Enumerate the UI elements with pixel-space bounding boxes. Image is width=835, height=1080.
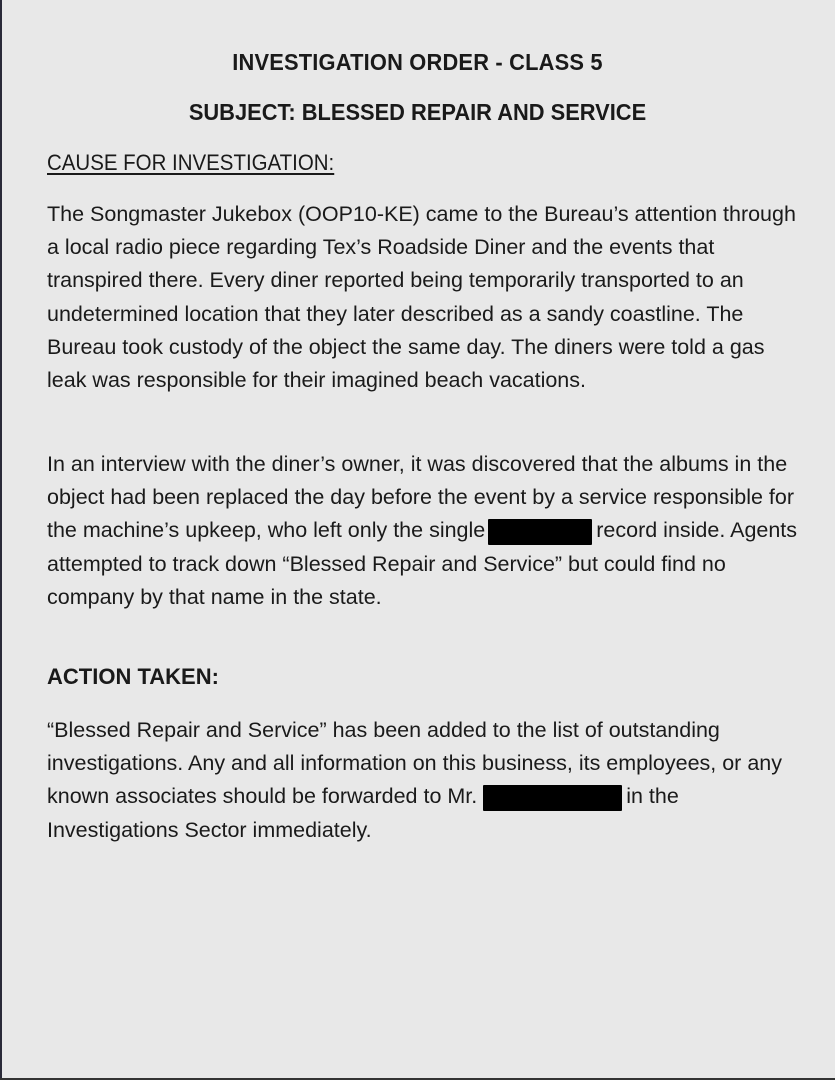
window-left-border — [0, 0, 2, 1080]
paragraph-action — [47, 714, 807, 847]
paragraph-cause: The Songmaster Jukebox (OOP10-KE) came to the Bureau’s attention through a local radio piece regarding Tex’s Roadside Diner and the events that transpired there. Every diner reported being temporarily transported to an undetermined location that they later described as a sandy coastline. The Bureau took custody of the object the same day. The diners were told a gas leak was responsible for their imagined beach vacations. — [47, 202, 796, 393]
action-heading: ACTION TAKEN: — [47, 664, 219, 689]
cause-heading: CAUSE FOR INVESTIGATION: — [47, 150, 335, 175]
paragraph-interview-text-before: In an interview with the diner’s owner, it was discovered that the albums in the object had been replaced the day before the event by a service responsible for the machine’s upkeep, who left only the single — [47, 452, 795, 543]
paragraph-interview-text-after: record inside. Agents attempted to track down “Blessed Repair and Service” but could find no company by that name in the state. — [47, 518, 798, 609]
redacted-record-name — [488, 519, 592, 545]
paragraph-action-text-after: in the Investigations Sector immediately. — [47, 784, 679, 842]
paragraph-action-text-before: “Blessed Repair and Service” has been added to the list of outstanding investigations. Any and all information on this business, its employees, or any known associates should be forwarded to Mr. — [47, 718, 782, 809]
document-title: INVESTIGATION ORDER - CLASS 5 — [232, 49, 603, 75]
paragraph-interview — [47, 448, 807, 614]
document-subject: SUBJECT: BLESSED REPAIR AND SERVICE — [188, 99, 647, 125]
redacted-person-name — [483, 785, 622, 811]
